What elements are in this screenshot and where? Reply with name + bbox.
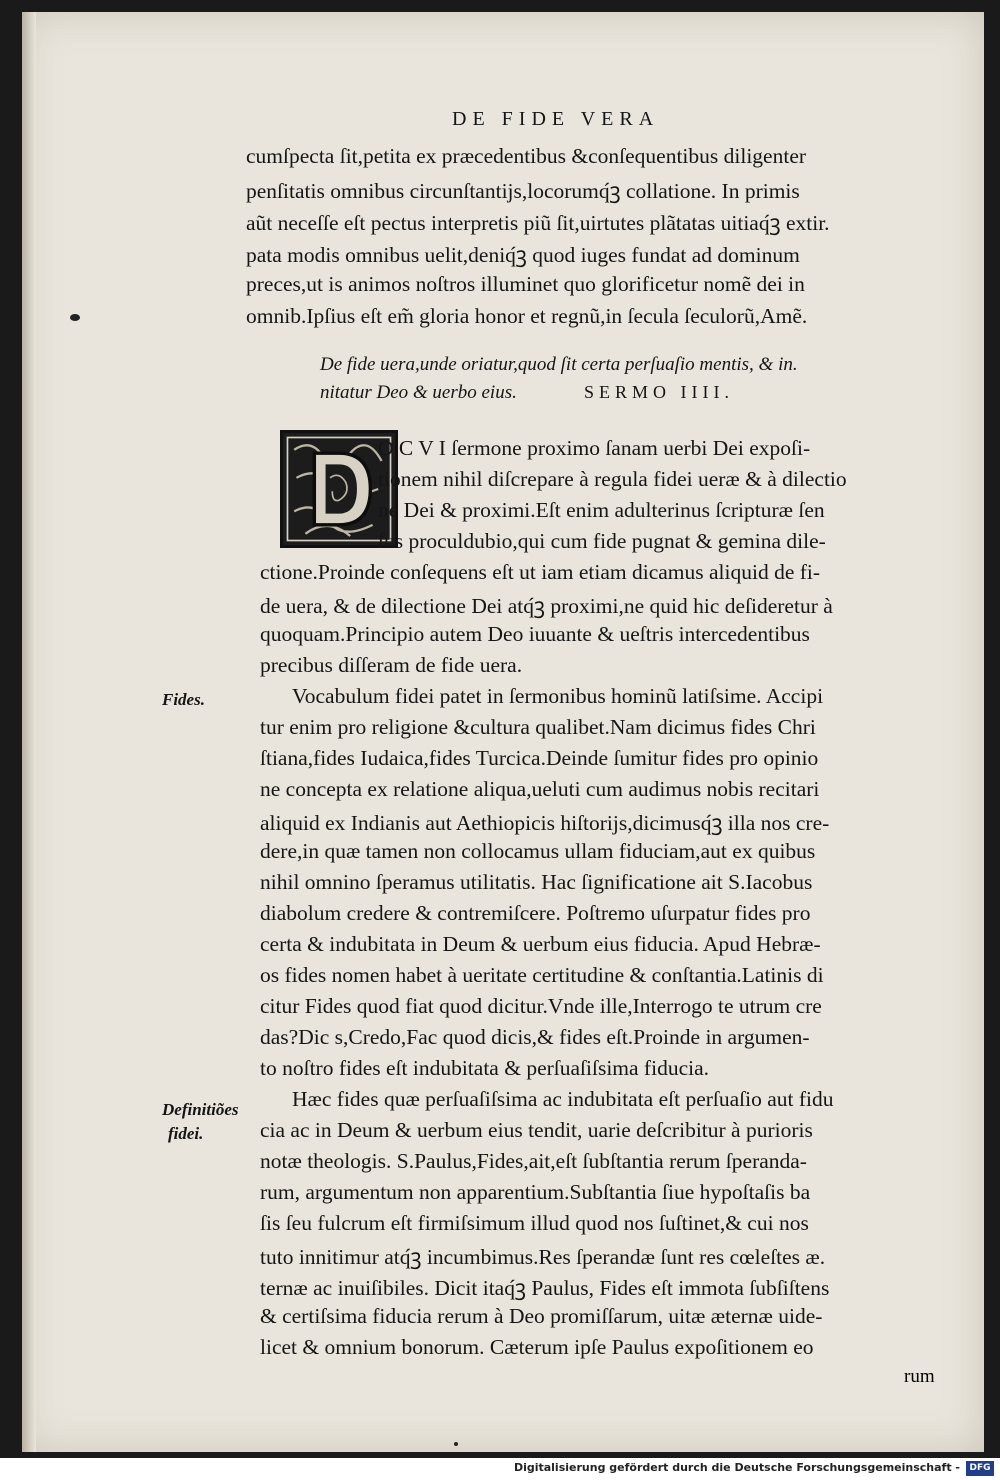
footer-credit: Digitalisierung gefördert durch die Deutsche Forschungsgemeinschaft - [513, 1461, 960, 1474]
body-line: dere,in quæ tamen non collocamus ullam fiduciam,aut ex quibus [260, 839, 816, 863]
body-line: licet & omnium bonorum. Cæterum ipſe Paulus expoſitionem eo [260, 1335, 814, 1359]
body-line: os fides nomen habet à ueritate certitudine & conſtantia.Latinis di [260, 963, 824, 987]
body-line: ſis ſeu fulcrum eſt firmiſsimum illud quod nos ſuſtinet,& cui nos [260, 1211, 809, 1235]
intro-line: penſitatis omnibus circunſtantijs,locorumq́ꝫ collatione. In primis [246, 179, 800, 203]
catchword: rum [904, 1366, 935, 1387]
running-head: DE FIDE VERA [452, 108, 660, 130]
intro-line: pata modis omnibus uelit,deniq́ꝫ quod iuges fundat ad dominum [246, 243, 800, 267]
body-line: aliquid ex Indianis aut Aethiopicis hiſtorijs,dicimusq́ꝫ illa nos cre- [260, 811, 830, 835]
body-line: rum, argumentum non apparentium.Subſtantia ſiue hypoſtaſis ba [260, 1180, 811, 1204]
body-line: de uera, & de dilectione Dei atq́ꝫ proximi,ne quid hic deſideretur à [260, 594, 833, 618]
section-heading-line-2: nitatur Deo & uerbo eius. [320, 382, 517, 403]
body-line: nihil omnino ſperamus utilitatis. Hac ſignificatione ait S.Iacobus [260, 870, 813, 894]
intro-line: omnib.Ipſius eſt em̃ gloria honor et regnũ,in ſecula ſeculorũ,Amẽ. [246, 304, 808, 328]
body-line: das?Dic s,Credo,Fac quod dicis,& fides eſt.Proinde in argumen- [260, 1025, 810, 1049]
margin-note-fidei: fidei. [168, 1124, 204, 1143]
body-line: & certiſsima fiducia rerum à Deo promiſſarum, uitæ æternæ uide- [260, 1304, 823, 1328]
body-line: tuto innitimur atq́ꝫ incumbimus.Res ſperandæ ſunt res cœleſtes æ. [260, 1245, 826, 1269]
body-line: quoquam.Principio autem Deo iuuante & ueſtris intercedentibus [260, 622, 810, 646]
body-line: ne concepta ex relatione aliqua,ueluti cum audimus nobis recitari [260, 777, 820, 801]
intro-line: aũt neceſſe eſt pectus interpretis piũ ſit,uirtutes plãtatas uitiaq́ꝫ extir. [246, 211, 830, 235]
body-line: to noſtro fides eſt indubitata & perſuaſiſsima fiducia. [260, 1056, 710, 1080]
ink-speck [70, 314, 80, 321]
body-line: ne Dei & proximi.Eſt enim adulterinus ſcripturæ ſen [378, 498, 825, 522]
book-page [22, 12, 984, 1452]
body-line: citur Fides quod fiat quod dicitur.Vnde ille,Interrogo te utrum cre [260, 994, 822, 1018]
margin-note-fides: Fides. [162, 690, 205, 709]
body-line: Hæc fides quæ perſuaſiſsima ac indubitata eſt perſuaſio aut fidu [292, 1087, 834, 1111]
sermo-label: SERMO IIII. [584, 382, 734, 402]
body-line: ſus proculdubio,qui cum fide pugnat & gemina dile- [378, 529, 826, 553]
body-line: certa & indubitata in Deum & uerbum eius fiducia. Apud Hebræ- [260, 932, 821, 956]
body-line: precibus diſſeram de fide uera. [260, 653, 523, 677]
intro-line: preces,ut is animos noſtros illuminet quo glorificetur nomẽ dei in [246, 272, 805, 296]
section-heading-line-1: De fide uera,unde oriatur,quod ſit certa perſuaſio mentis, & in. [320, 354, 798, 375]
body-line: ctione.Proinde conſequens eſt ut iam etiam dicamus aliquid de fi- [260, 560, 821, 584]
margin-note-definitiones: Definitiões [162, 1100, 239, 1119]
body-line: tur enim pro religione &cultura qualibet.Nam dicimus fides Chri [260, 715, 816, 739]
digitization-footer [0, 1458, 1000, 1480]
body-line: Vocabulum fidei patet in ſermonibus hominũ latiſsime. Accipi [292, 684, 824, 708]
body-line: ternæ ac inuiſibiles. Dicit itaq́ꝫ Paulus, Fides eſt immota ſubſiſtens [260, 1276, 830, 1300]
ink-speck [454, 1442, 458, 1446]
intro-line: cumſpecta ſit,petita ex præcedentibus &conſequentibus diligenter [246, 144, 807, 168]
body-line: diabolum credere & contremiſcere. Poſtremo uſurpatur fides pro [260, 901, 811, 925]
body-line: notæ theologis. S.Paulus,Fides,ait,eſt ſubſtantia rerum ſperanda- [260, 1149, 807, 1173]
body-line: ſtiana,fides Iudaica,fides Turcica.Deinde ſumitur fides pro opinio [260, 746, 819, 770]
dfg-logo-icon: DFG [966, 1461, 994, 1476]
body-line: tionem nihil diſcrepare à regula fidei ueræ & à dilectio [378, 467, 847, 491]
body-line: O C V I ſermone proximo ſanam uerbi Dei expoſi- [378, 436, 811, 460]
body-line: cia ac in Deum & uerbum eius tendit, uarie deſcribitur à purioris [260, 1118, 813, 1142]
